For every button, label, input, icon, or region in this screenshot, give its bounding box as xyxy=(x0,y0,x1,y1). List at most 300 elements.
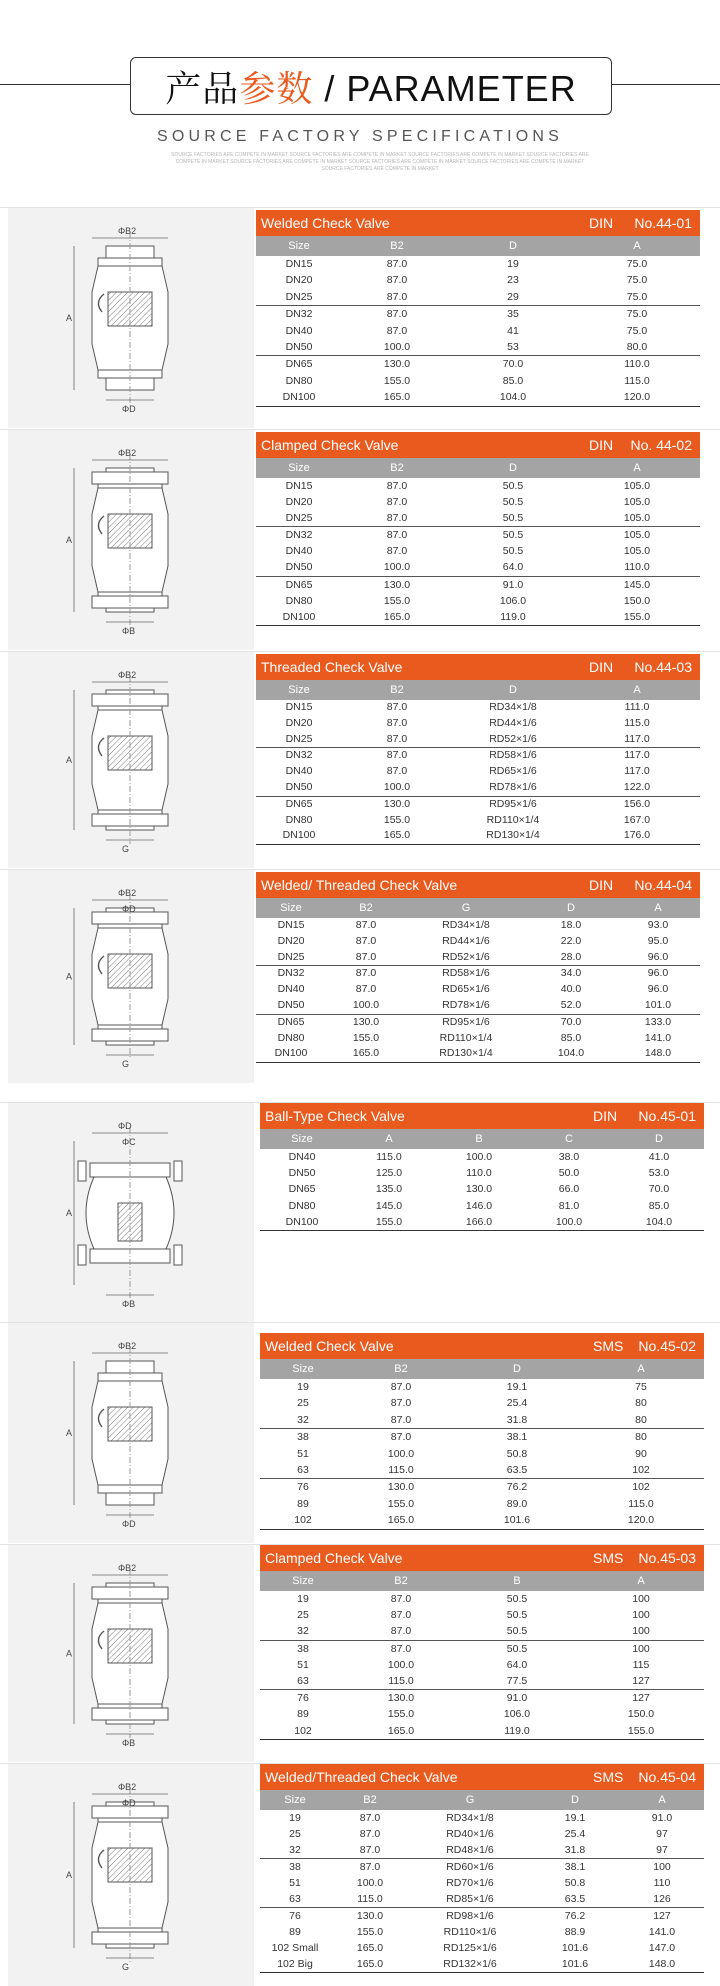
table-cell: 19 xyxy=(507,258,519,270)
table-cell: DN32 xyxy=(285,749,313,762)
table-row xyxy=(256,966,700,982)
table-cell: 87.0 xyxy=(390,1642,412,1655)
section-title-bar xyxy=(256,872,700,898)
table-cell: 87.0 xyxy=(355,967,377,980)
drawing-label-3: ΦB xyxy=(122,1299,136,1309)
column-header: A xyxy=(620,1790,704,1810)
valve-body xyxy=(92,1569,168,1738)
table-row xyxy=(260,1512,704,1529)
table-cell: 87.0 xyxy=(386,324,408,337)
column-header: Size xyxy=(260,1359,346,1379)
drawing-label-0: ΦB2 xyxy=(118,1782,137,1792)
table-cell: 100 xyxy=(632,1593,650,1605)
table-row xyxy=(256,1031,700,1047)
table-cell: 165.0 xyxy=(342,389,452,406)
section-title: Welded Check Valve xyxy=(261,215,390,231)
spec-table xyxy=(256,680,700,845)
drawing-label-0: ΦD xyxy=(118,1121,132,1131)
table-cell: 104.0 xyxy=(526,1046,616,1062)
table-cell: 90 xyxy=(635,1447,647,1460)
table-row xyxy=(260,1673,704,1690)
table-cell: 105.0 xyxy=(623,480,651,492)
section-model-number: No. 44-02 xyxy=(630,437,692,453)
table-cell: DN65 xyxy=(277,1015,305,1028)
drawing-label-1: ΦD xyxy=(122,1798,136,1808)
table-cell: 101.6 xyxy=(561,1942,589,1954)
drawing-label-1: ΦD xyxy=(122,904,136,914)
table-cell: 76.2 xyxy=(506,1481,528,1494)
table-cell: 87.0 xyxy=(342,732,452,748)
table-cell: 53.0 xyxy=(648,1167,670,1180)
table-cell: DN100 xyxy=(256,609,342,626)
table-cell: 25.4 xyxy=(564,1828,586,1840)
table-cell: 87.0 xyxy=(390,1381,412,1393)
table-row xyxy=(256,828,700,844)
table-row xyxy=(256,389,700,406)
table-cell: 87.0 xyxy=(386,716,408,729)
table-cell: 50.5 xyxy=(506,1642,528,1655)
spec-table xyxy=(260,1359,704,1530)
table-cell: 87.0 xyxy=(330,1842,410,1859)
table-cell: DN25 xyxy=(256,950,326,966)
table-row xyxy=(256,559,700,576)
table-row xyxy=(260,1640,704,1657)
valve-technical-drawing xyxy=(8,1103,254,1323)
table-cell: DN20 xyxy=(285,496,313,509)
table-cell: 100.0 xyxy=(342,559,452,576)
table-cell: 70.0 xyxy=(648,1183,670,1196)
table-cell: 102 xyxy=(260,1512,346,1529)
table-row xyxy=(256,780,700,796)
table-cell: 25 xyxy=(289,1828,301,1840)
table-cell: DN40 xyxy=(277,983,305,996)
table-cell: 38 xyxy=(289,1861,301,1873)
table-cell: 100.0 xyxy=(465,1151,493,1163)
table-cell: RD95×1/6 xyxy=(489,797,537,810)
ball-valve-bolt-3 xyxy=(174,1245,182,1265)
table-cell: 70.0 xyxy=(502,358,524,371)
table-row xyxy=(260,1429,704,1446)
table-cell: 166.0 xyxy=(434,1214,524,1231)
drawing-label-1: ΦC xyxy=(122,1137,136,1147)
table-cell: 87.0 xyxy=(342,510,452,527)
table-cell: 87.0 xyxy=(359,1861,381,1873)
spec-section-7 xyxy=(0,1545,720,1762)
table-cell: RD34×1/8 xyxy=(442,919,490,931)
table-cell: RD58×1/6 xyxy=(489,749,537,762)
table-cell: 127 xyxy=(632,1692,650,1705)
spec-section-6 xyxy=(0,1323,720,1543)
table-cell: 91.0 xyxy=(506,1692,528,1705)
table-cell: 70.0 xyxy=(560,1015,582,1028)
table-row xyxy=(260,1657,704,1673)
table-cell: 50.8 xyxy=(506,1447,528,1460)
table-cell: 148.0 xyxy=(616,1046,700,1062)
table-cell: 141.0 xyxy=(644,1031,672,1044)
table-cell: 100.0 xyxy=(524,1214,614,1231)
column-header: D xyxy=(456,1359,578,1379)
table-cell: 100.0 xyxy=(342,339,452,356)
table-cell: DN40 xyxy=(285,545,313,558)
valve-technical-drawing xyxy=(8,652,254,868)
table-cell: 106.0 xyxy=(499,594,527,607)
table-cell: 155.0 xyxy=(578,1723,704,1740)
table-cell: 19.1 xyxy=(564,1812,586,1824)
section-title-bar xyxy=(260,1333,704,1359)
table-cell: 101.0 xyxy=(616,998,700,1014)
table-cell: RD110×1/4 xyxy=(486,813,540,826)
section-model-number: No.45-03 xyxy=(638,1550,696,1566)
table-cell: 102 xyxy=(260,1723,346,1740)
table-cell: 87.0 xyxy=(355,983,377,996)
table-cell: DN65 xyxy=(285,797,313,810)
table-cell: 87.0 xyxy=(386,308,408,321)
table-cell: RD52×1/6 xyxy=(452,732,574,748)
column-header: D xyxy=(614,1129,704,1149)
table-cell: 130.0 xyxy=(465,1183,493,1196)
table-cell: 165.0 xyxy=(326,1046,406,1062)
table-row xyxy=(256,510,700,527)
column-header: B2 xyxy=(342,236,452,256)
table-cell: 50.8 xyxy=(564,1877,586,1889)
table-cell: 101.6 xyxy=(456,1512,578,1529)
column-header: D xyxy=(452,680,574,700)
table-cell: 155.0 xyxy=(383,374,411,387)
section-title: Threaded Check Valve xyxy=(261,659,403,675)
table-cell: DN25 xyxy=(256,732,342,748)
table-cell: DN80 xyxy=(277,1031,305,1044)
section-standard: SMS xyxy=(593,1769,624,1785)
section-model-number: No.44-01 xyxy=(634,215,692,231)
table-cell: 75 xyxy=(635,1381,647,1393)
table-cell: RD44×1/6 xyxy=(442,934,490,947)
table-cell: 115 xyxy=(632,1658,650,1671)
table-row xyxy=(256,998,700,1014)
table-cell: 87.0 xyxy=(390,1431,412,1444)
table-cell: 50.5 xyxy=(502,496,524,509)
column-header: Size xyxy=(256,236,342,256)
table-cell: 105.0 xyxy=(574,510,700,527)
table-cell: 51 xyxy=(297,1447,309,1460)
table-cell: 75.0 xyxy=(574,289,700,306)
column-header: D xyxy=(526,898,616,918)
table-row xyxy=(256,306,700,323)
section-standard: DIN xyxy=(589,659,614,675)
table-cell: 100.0 xyxy=(387,1658,415,1671)
table-cell: 117.0 xyxy=(624,765,650,778)
table-row xyxy=(260,1214,704,1231)
table-cell: 122.0 xyxy=(574,780,700,796)
table-cell: 130.0 xyxy=(352,1015,380,1028)
table-row xyxy=(260,1379,704,1395)
table-cell: 147.0 xyxy=(648,1942,676,1954)
table-row xyxy=(256,478,700,494)
table-cell: 87.0 xyxy=(386,701,408,713)
table-cell: 75.0 xyxy=(626,274,648,287)
valve-technical-drawing xyxy=(8,1764,254,1986)
table-cell: 155.0 xyxy=(387,1708,415,1721)
table-row xyxy=(260,1496,704,1512)
table-cell: 101.6 xyxy=(530,1956,620,1973)
table-cell: 102 Small xyxy=(271,1942,319,1954)
table-cell: DN80 xyxy=(285,374,313,387)
table-cell: RD65×1/6 xyxy=(489,765,537,778)
table-row xyxy=(260,1446,704,1462)
table-cell: 96.0 xyxy=(647,967,669,980)
table-row xyxy=(256,918,700,934)
table-cell: 141.0 xyxy=(648,1926,676,1938)
table-row xyxy=(256,543,700,559)
table-cell: DN80 xyxy=(285,813,313,826)
table-cell: 115.0 xyxy=(376,1151,402,1163)
table-cell: 100.0 xyxy=(342,780,452,796)
table-cell: 165.0 xyxy=(330,1956,410,1973)
column-header: A xyxy=(574,458,700,478)
title-cn-orange: 参数 xyxy=(239,67,314,109)
table-cell: DN25 xyxy=(256,510,342,527)
ball-valve-bolt-2 xyxy=(78,1245,86,1265)
spec-table xyxy=(260,1571,704,1740)
table-cell: 100 xyxy=(632,1642,650,1655)
table-cell: 76 xyxy=(297,1481,309,1494)
table-row xyxy=(256,256,700,272)
column-header: B2 xyxy=(346,1571,456,1591)
table-cell: 87.0 xyxy=(390,1609,412,1622)
valve-body xyxy=(92,454,168,626)
column-header: Size xyxy=(256,458,342,478)
table-cell: 19 xyxy=(297,1593,309,1605)
table-cell: 120.0 xyxy=(578,1512,704,1529)
spec-table xyxy=(256,236,700,407)
table-header-row xyxy=(260,1129,704,1149)
table-row xyxy=(256,764,700,780)
table-cell: RD130×1/4 xyxy=(452,828,574,844)
table-cell: 32 xyxy=(260,1623,346,1640)
valve-body xyxy=(92,894,168,1059)
section-title-bar xyxy=(256,654,700,680)
table-cell: 165.0 xyxy=(342,828,452,844)
table-cell: 117.0 xyxy=(574,732,700,748)
section-standard: SMS xyxy=(593,1550,624,1566)
table-cell: 19 xyxy=(289,1812,301,1824)
table-cell: 87.0 xyxy=(386,258,408,270)
table-cell: DN65 xyxy=(285,578,313,591)
column-header: A xyxy=(616,898,700,918)
table-cell: DN65 xyxy=(285,358,313,371)
table-cell: 97 xyxy=(620,1842,704,1859)
table-cell: 96.0 xyxy=(616,950,700,966)
column-header: Size xyxy=(260,1129,344,1149)
table-cell: RD110×1/6 xyxy=(443,1926,497,1938)
table-cell: 146.0 xyxy=(465,1199,493,1212)
table-cell: 87.0 xyxy=(386,274,408,287)
drawing-label-1: A xyxy=(66,313,73,323)
table-cell: DN80 xyxy=(288,1199,316,1212)
table-row xyxy=(260,1891,704,1908)
section-model-number: No.44-04 xyxy=(634,877,692,893)
ball-valve-bolt-0 xyxy=(78,1161,86,1181)
table-cell: 51 xyxy=(297,1658,309,1671)
table-cell: DN50 xyxy=(256,339,342,356)
table-cell: 32 xyxy=(260,1842,330,1859)
table-cell: 145.0 xyxy=(623,578,651,591)
section-title-bar xyxy=(260,1764,704,1790)
table-cell: DN15 xyxy=(277,919,305,931)
column-header: B2 xyxy=(346,1359,456,1379)
table-cell: 75.0 xyxy=(626,308,648,321)
table-cell: DN40 xyxy=(285,324,313,337)
table-cell: 38.1 xyxy=(564,1861,586,1873)
table-row xyxy=(256,796,700,812)
table-cell: RD65×1/6 xyxy=(442,983,490,996)
table-cell: DN32 xyxy=(285,308,313,321)
table-row xyxy=(260,1859,704,1876)
table-cell: 87.0 xyxy=(386,529,408,542)
table-cell: 85.0 xyxy=(648,1199,670,1212)
table-row xyxy=(256,593,700,609)
table-cell: RD132×1/6 xyxy=(410,1956,530,1973)
table-cell: 145.0 xyxy=(375,1199,403,1212)
valve-technical-drawing xyxy=(8,430,254,650)
spec-section-1 xyxy=(0,208,720,428)
table-cell: 110.0 xyxy=(466,1167,492,1180)
table-cell: 63 xyxy=(260,1673,346,1690)
page-title xyxy=(165,61,576,112)
table-row xyxy=(256,576,700,593)
table-cell: 76 xyxy=(297,1692,309,1705)
table-cell: 119.0 xyxy=(456,1723,578,1740)
section-title: Clamped Check Valve xyxy=(265,1550,403,1566)
table-row xyxy=(260,1723,704,1740)
valve-technical-drawing xyxy=(8,208,254,428)
table-cell: 87.0 xyxy=(386,749,408,762)
table-cell: 80.0 xyxy=(574,339,700,356)
table-cell: 150.0 xyxy=(627,1708,655,1721)
table-row xyxy=(260,1462,704,1479)
header-fine-print: SOURCE FACTORIES ARE COMPETE IN MARKET SOURCE FACTORIES ARE COMPETE IN MARKET SOURCE FACTORIES ARE COMPETE IN MARKET SOURCE FACTORIES ARE COMPETE IN MARKET SOURCE FACTORIES ARE COMPETE IN MARKET SOURCE FACTORIES ARE COMPETE IN MARKET SOURCE FACTORIES ARE COMPETE IN MARKET SOURCE FACTORIES ARE COMPETE IN MARKET xyxy=(171,152,589,172)
drawing-label-0: ΦB2 xyxy=(118,670,137,680)
table-cell: DN100 xyxy=(256,828,342,844)
table-cell: 75.0 xyxy=(626,258,648,270)
table-header-row xyxy=(260,1359,704,1379)
section-standard: DIN xyxy=(589,215,614,231)
column-header: Size xyxy=(256,898,326,918)
table-cell: 100 xyxy=(653,1861,671,1873)
section-model-number: No.44-03 xyxy=(634,659,692,675)
drawing-label-2: ΦD xyxy=(122,1519,136,1529)
section-title-bar xyxy=(260,1103,704,1129)
table-cell: 18.0 xyxy=(560,919,582,931)
table-cell: 32 xyxy=(260,1412,346,1429)
column-header: A xyxy=(578,1571,704,1591)
table-cell: 89 xyxy=(297,1497,309,1510)
header-rule-left xyxy=(0,84,130,85)
table-cell: RD40×1/6 xyxy=(446,1828,494,1840)
section-model-number: No.45-01 xyxy=(638,1108,696,1124)
table-cell: 64.0 xyxy=(506,1658,528,1671)
table-cell: 41.0 xyxy=(648,1151,670,1163)
table-cell: RD58×1/6 xyxy=(442,967,490,980)
drawing-label-1: A xyxy=(66,535,73,545)
table-row xyxy=(256,934,700,950)
table-cell: 130.0 xyxy=(383,578,411,591)
spec-table xyxy=(260,1129,704,1231)
table-row xyxy=(256,289,700,306)
table-cell: 28.0 xyxy=(526,950,616,966)
table-cell: 155.0 xyxy=(387,1497,415,1510)
table-cell: 25.4 xyxy=(506,1397,528,1410)
table-row xyxy=(260,1395,704,1411)
table-cell: RD44×1/6 xyxy=(489,716,537,729)
table-header-row xyxy=(260,1790,704,1810)
table-header-row xyxy=(256,458,700,478)
table-cell: 117.0 xyxy=(624,749,650,762)
table-cell: 127 xyxy=(653,1910,671,1922)
table-cell: RD70×1/6 xyxy=(446,1877,494,1889)
table-row xyxy=(260,1165,704,1181)
column-header: D xyxy=(452,236,574,256)
table-cell: RD34×1/8 xyxy=(489,701,537,713)
table-cell: 155.0 xyxy=(383,813,411,826)
table-cell: 115.0 xyxy=(624,374,650,387)
column-header: B xyxy=(434,1129,524,1149)
table-row xyxy=(260,1706,704,1722)
table-cell: 89.0 xyxy=(506,1497,528,1510)
table-cell: 110.0 xyxy=(574,559,700,576)
table-cell: 38 xyxy=(297,1431,309,1444)
table-cell: 87.0 xyxy=(386,496,408,509)
table-row xyxy=(256,950,700,966)
column-header: G xyxy=(410,1790,530,1810)
table-row xyxy=(256,323,700,339)
table-row xyxy=(260,1924,704,1940)
table-cell: 130.0 xyxy=(387,1481,415,1494)
table-cell: 31.8 xyxy=(530,1842,620,1859)
spec-section-4 xyxy=(0,870,720,1083)
spec-section-8 xyxy=(0,1764,720,1986)
drawing-label-1: A xyxy=(66,1428,73,1438)
table-row xyxy=(256,494,700,510)
table-cell: 50.5 xyxy=(456,1623,578,1640)
table-cell: 130.0 xyxy=(356,1910,384,1922)
table-cell: DN25 xyxy=(256,289,342,306)
table-row xyxy=(256,373,700,389)
column-header: A xyxy=(574,236,700,256)
table-cell: 50.5 xyxy=(452,510,574,527)
section-title: Clamped Check Valve xyxy=(261,437,399,453)
title-en: / PARAMETER xyxy=(313,67,577,109)
table-row xyxy=(260,1149,704,1165)
table-row xyxy=(260,1198,704,1214)
table-cell: DN40 xyxy=(285,765,313,778)
table-cell: 167.0 xyxy=(623,813,651,826)
table-cell: 38.0 xyxy=(558,1151,580,1163)
drawing-label-2: G xyxy=(122,844,130,854)
valve-technical-drawing xyxy=(8,1545,254,1762)
table-cell: DN100 xyxy=(260,1214,344,1231)
table-cell: 76 xyxy=(289,1910,301,1922)
table-cell: 31.8 xyxy=(456,1412,578,1429)
table-row xyxy=(256,272,700,288)
table-cell: DN80 xyxy=(285,594,313,607)
drawing-label-2: A xyxy=(66,1870,73,1880)
section-title-bar xyxy=(256,210,700,236)
column-header: B2 xyxy=(330,1790,410,1810)
table-cell: 150.0 xyxy=(623,594,651,607)
table-cell: 165.0 xyxy=(342,609,452,626)
table-cell: 87.0 xyxy=(386,480,408,492)
valve-body xyxy=(92,676,168,844)
